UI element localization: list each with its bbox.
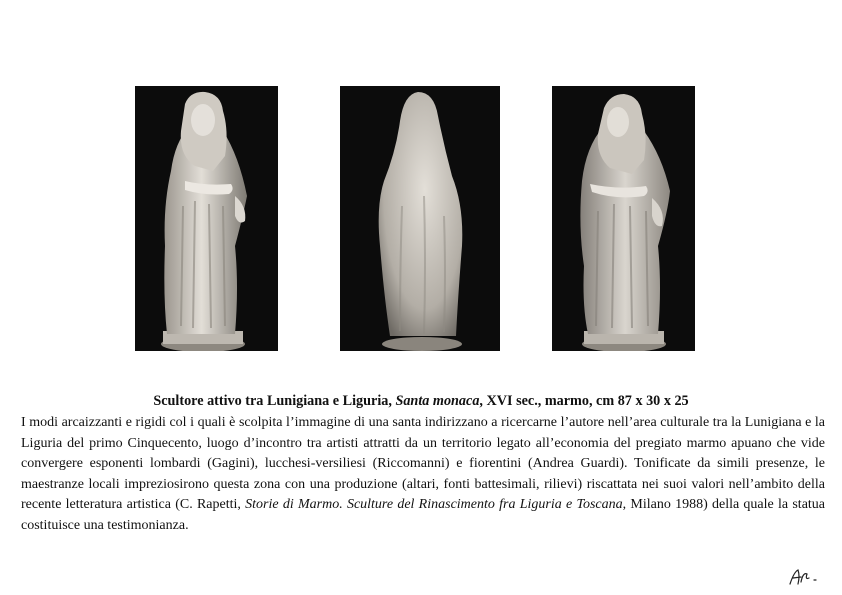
handwritten-signature	[788, 566, 822, 588]
caption-details: , XVI sec., marmo, cm 87 x 30 x 25	[479, 393, 689, 409]
statue-back-image	[340, 86, 500, 351]
caption-title: Santa monaca	[395, 393, 480, 409]
description-text-2: , Milano 1988) della quale la statua costituisce una testimonianza.	[21, 497, 826, 533]
description-paragraph	[21, 413, 825, 536]
description-text-1: I modi arcaizzanti e rigidi col i quali è scolpita l’immagine di una santa indirizzano a ricercarne l’autore nell’area culturale tra la Lunigiana e la Liguria del primo Cinquecento, luogo d’incontro tra artisti attratti da un territorio legato all’economia del pregiato marmo apuano che vide convergere esponenti lombardi (Gagini), lucchesi-versiliesi (Riccomanni) e fiorentini (Andrea Guardi). Tonificate da simili presenze, le maestranze locali impreziosirono questa zona con una produzione (altari, fonti battesimali, rilievi) riscattata nei suoi valori nell’ambito della recente letteratura artistica (C. Rapetti,	[21, 415, 825, 512]
statue-front-image	[135, 86, 278, 351]
statue-photo-back	[340, 86, 500, 351]
caption-artist: Scultore attivo tra Lunigiana e Liguria,	[153, 393, 396, 409]
statue-photo-side	[552, 86, 695, 351]
statue-photo-front	[135, 86, 278, 351]
figure-caption	[0, 393, 842, 410]
statue-side-image	[552, 86, 695, 351]
book-title: Storie di Marmo. Sculture del Rinascimento fra Liguria e Toscana	[245, 497, 623, 512]
